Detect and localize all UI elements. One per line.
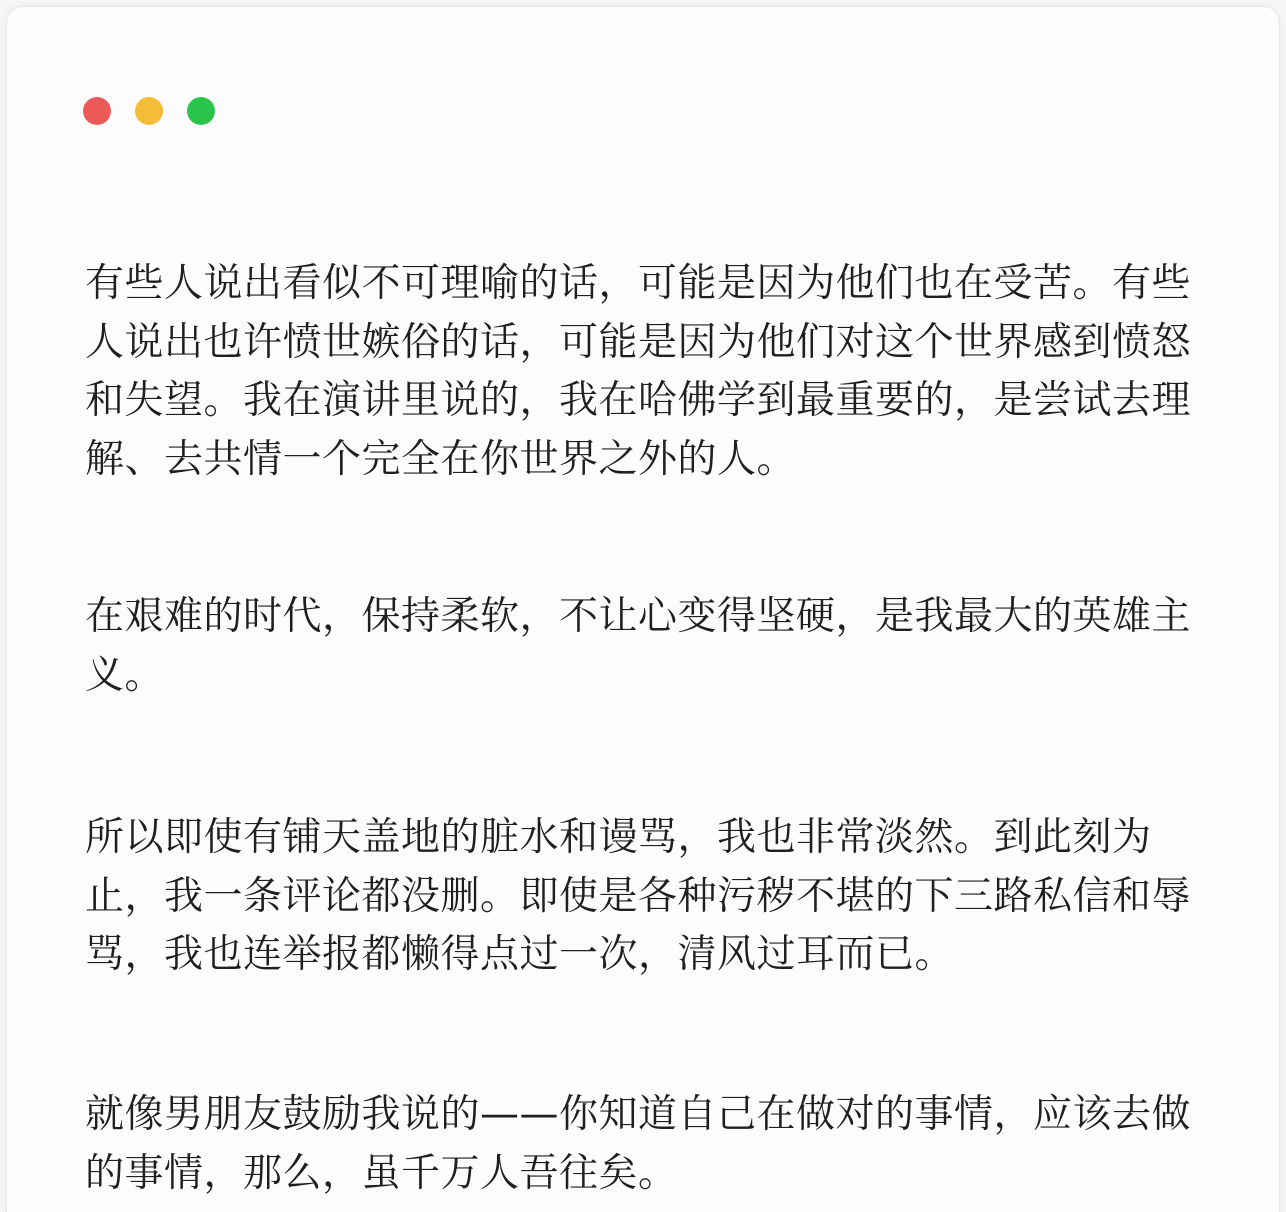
zoom-window-button[interactable] [187, 97, 215, 125]
note-window [6, 6, 1280, 1212]
paragraph-3: 所以即使有铺天盖地的脏水和谩骂，我也非常淡然。到此刻为止，我一条评论都没删。即使是各种污秽不堪的下三路私信和辱骂，我也连举报都懒得点过一次，清风过耳而已。 [85, 815, 1192, 977]
window-controls [83, 97, 215, 127]
close-window-button[interactable] [83, 97, 111, 125]
minimize-window-button[interactable] [135, 97, 163, 125]
paragraph-1: 有些人说出看似不可理喻的话，可能是因为他们也在受苦。有些人说出也许愤世嫉俗的话，可能是因为他们对这个世界感到愤怒和失望。我在演讲里说的，我在哈佛学到最重要的，是尝试去理解、去共情一个完全在你世界之外的人。 [85, 261, 1192, 482]
paragraph-2: 在艰难的时代，保持柔软，不让心变得坚硬，是我最大的英雄主义。 [85, 594, 1192, 698]
paragraph-4: 就像男朋友鼓励我说的——你知道自己在做对的事情，应该去做的事情，那么，虽千万人吾往矣。 [85, 1092, 1192, 1196]
